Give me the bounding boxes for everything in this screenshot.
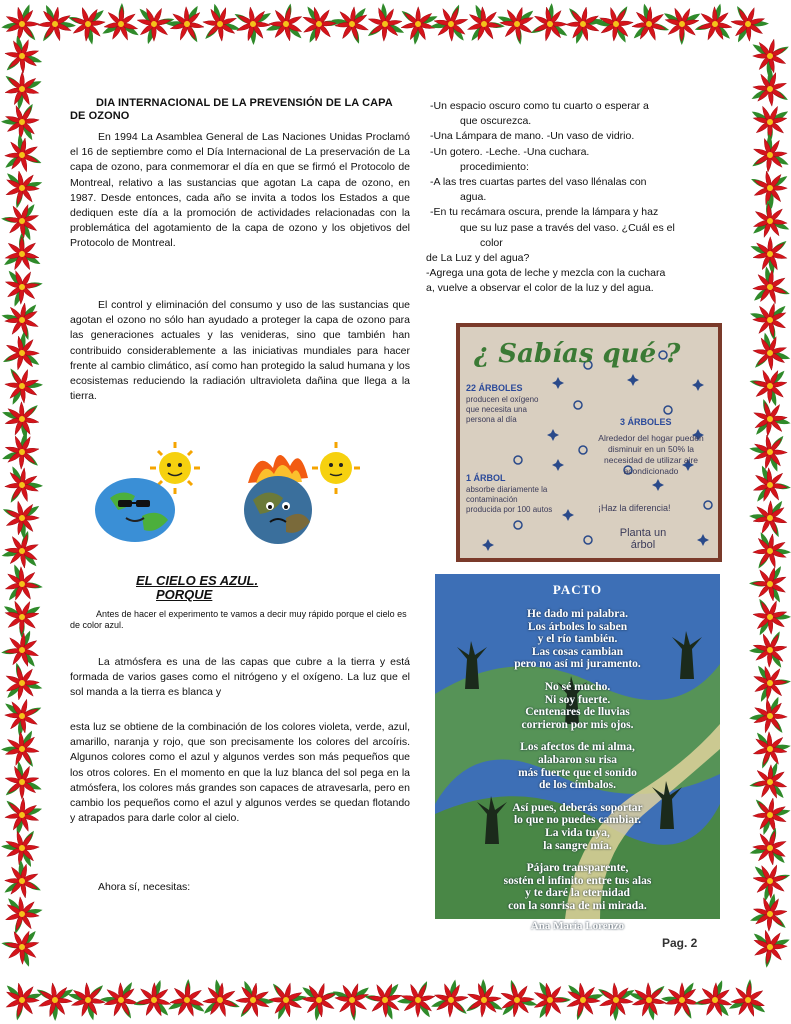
poinsettia-flower bbox=[0, 328, 47, 374]
poinsettia-flower bbox=[3, 366, 45, 408]
poinsettia-flower bbox=[0, 726, 42, 770]
poem-line: Los árboles lo saben bbox=[527, 620, 628, 633]
poem-line: Ni soy fuerte. bbox=[544, 693, 611, 706]
poinsettia-flower bbox=[0, 659, 48, 710]
poem-line: corrieron por mis ojos. bbox=[521, 718, 634, 731]
poinsettia-flower bbox=[97, 976, 142, 1021]
poinsettia-flower bbox=[455, 0, 509, 52]
poinsettia-flower bbox=[746, 525, 791, 573]
poem-line: Así pues, deberás soportar bbox=[512, 801, 643, 814]
poinsettia-flower bbox=[746, 891, 790, 935]
poem-line: pero no así mi juramento. bbox=[514, 658, 641, 671]
poinsettia-flower bbox=[743, 857, 791, 907]
poinsettia-flower bbox=[752, 795, 791, 836]
poinsettia-flower bbox=[728, 3, 771, 47]
poinsettia-flower bbox=[130, 973, 182, 1024]
poinsettia-flower bbox=[192, 974, 244, 1024]
poinsettia-flower bbox=[745, 556, 791, 610]
materials-line: de La Luz y del agua? bbox=[426, 252, 530, 265]
poinsettia-flower bbox=[2, 34, 43, 75]
poinsettia-flower bbox=[1, 67, 46, 113]
poinsettia-flower bbox=[528, 0, 575, 46]
materials-line: a, vuelve a observar el color de la luz y del agua. bbox=[426, 282, 654, 295]
article-heading: DIA INTERNACIONAL DE LA PREVENSIÓN DE LA CAPA DE OZONO bbox=[70, 97, 393, 122]
materials-line: -Una Lámpara de mano. -Un vaso de vidrio. bbox=[430, 130, 635, 143]
sky-paragraph-1: La atmósfera es una de las capas que cubre a la tierra y está formada de varios gases como el nitrógeno y el oxígeno. La luz que el sol manda a la tierra es blanca y bbox=[70, 656, 410, 699]
sabias-left-bottom-heading: 1 ÁRBOL bbox=[466, 473, 506, 483]
poinsettia-flower bbox=[425, 0, 477, 52]
poem-line: más fuerte que el sonido bbox=[518, 766, 637, 779]
poinsettia-flower bbox=[747, 396, 791, 446]
poem-stanza bbox=[435, 802, 720, 852]
materials-line: -Un espacio oscuro como tu cuarto o esperar a bbox=[430, 100, 649, 112]
poinsettia-flower bbox=[230, 975, 277, 1022]
poinsettia-flower bbox=[199, 1, 241, 43]
poem-line: y te daré la eternidad bbox=[525, 887, 630, 900]
sabias-right-bottom-2: Planta un árbol bbox=[619, 527, 667, 551]
poem-line: No sé mucho. bbox=[544, 680, 611, 693]
poinsettia-flower bbox=[745, 627, 791, 677]
sabias-que-poster bbox=[458, 325, 720, 560]
materials-line: agua. bbox=[460, 191, 487, 204]
materials-line: que su luz pase a través del vaso. ¿Cuál es el bbox=[460, 221, 675, 234]
sabias-left-bottom-text: absorbe diariamente la contaminación producida por 100 autos bbox=[466, 485, 553, 514]
sabias-right-bottom-1: ¡Haz la diferencia! bbox=[598, 503, 671, 513]
page-number: Pag. 2 bbox=[662, 936, 698, 950]
needs-line: Ahora sí, necesitas: bbox=[98, 881, 191, 893]
poem-line: Los afectos de mi alma, bbox=[520, 741, 635, 754]
sabias-left-top-text: producen el oxígeno que necesita una persona al día bbox=[466, 395, 539, 424]
article-paragraph-2: El control y eliminación del consumo y uso de las sustancias que agotan el ozono no sólo han ayudado a proteger la capa de ozono para las generaciones actuales y las venideras, sino que también han contribuido considerablemente a las iniciativas mundiales para hacer frente al cambio climático, así como han protegido la salud humana y los ecosistemas reduciendo la radiación ultravioleta dañina que llega a la tierra. bbox=[70, 299, 410, 403]
poinsettia-flower bbox=[621, 0, 674, 51]
materials-list bbox=[426, 99, 730, 297]
poinsettia-flower bbox=[721, 975, 775, 1024]
poinsettia-flower bbox=[32, 975, 81, 1024]
sabias-title: ¿ Sabías qué ? bbox=[474, 339, 681, 369]
poem-author: Ana María Lorenzo bbox=[530, 920, 625, 933]
poinsettia-flower bbox=[259, 0, 313, 53]
poinsettia-flower bbox=[392, 977, 443, 1024]
poinsettia-flower bbox=[745, 493, 791, 540]
poinsettia-flower bbox=[3, 761, 42, 799]
poinsettia-flower bbox=[750, 331, 791, 372]
materials-line: procedimiento: bbox=[460, 160, 529, 173]
poinsettia-flower bbox=[365, 2, 406, 43]
poinsettia-flower bbox=[750, 132, 791, 174]
burning-earth-illustration bbox=[228, 438, 368, 548]
poinsettia-flower bbox=[742, 93, 791, 147]
materials-line: -Agrega una gota de leche y mezcla con la cuchara bbox=[426, 267, 666, 280]
poem-line: La vida tuya, bbox=[545, 826, 610, 839]
poinsettia-flower bbox=[0, 694, 45, 741]
poinsettia-flower bbox=[1, 4, 39, 43]
sabias-right-mid-text: Alrededor del hogar pueden disminuir en un 50% la necesidad de utilizar aire acondicionado bbox=[598, 433, 704, 476]
poinsettia-flower bbox=[746, 35, 791, 81]
poinsettia-flower bbox=[0, 429, 42, 474]
materials-line: -A las tres cuartas partes del vaso llénalas con bbox=[430, 176, 647, 189]
poinsettia-flower bbox=[95, 0, 149, 53]
poinsettia-flower bbox=[748, 695, 788, 736]
poinsettia-flower bbox=[66, 981, 108, 1022]
poem-line: He dado mi palabra. bbox=[527, 608, 628, 620]
poinsettia-flower bbox=[0, 856, 45, 907]
poinsettia-flower bbox=[691, 0, 742, 48]
materials-line: color bbox=[480, 236, 503, 249]
poinsettia-flower bbox=[0, 229, 50, 283]
poinsettia-flower bbox=[161, 975, 215, 1024]
poinsettia-flower bbox=[744, 823, 791, 876]
poinsettia-flower bbox=[742, 261, 791, 314]
sky-paragraph-2: esta luz se obtiene de la combinación de los colores violeta, verde, azul, amarillo, naranja y rojo, que son precisamente los colores del arcoíris. Algunos colores como el azul y algunos verdes son más pequeños que los otros colores. En el momento en que la luz blanca del sol pega en la atmósfera, los colores más grandes son capaces de atravesarla, pero en cambio los pequeños como el azul y algunos verdes se quedan flotando y atrapados para darle color al cielo. bbox=[70, 721, 410, 825]
poinsettia-flower bbox=[464, 977, 507, 1019]
poem-title: PACTO bbox=[552, 582, 603, 597]
poinsettia-flower bbox=[628, 982, 669, 1022]
poem-line: la sangre mía. bbox=[543, 839, 612, 852]
poinsettia-flower bbox=[163, 0, 207, 45]
poinsettia-flower bbox=[654, 0, 708, 49]
pacto-poem-card bbox=[435, 574, 720, 933]
poem-text-block bbox=[435, 574, 720, 932]
poinsettia-flower bbox=[493, 976, 543, 1024]
poinsettia-flower bbox=[0, 129, 46, 181]
poem-line: de los címbalos. bbox=[539, 779, 616, 792]
poinsettia-flower bbox=[0, 920, 51, 974]
poem-stanza bbox=[435, 608, 720, 671]
poinsettia-flower bbox=[0, 623, 50, 676]
poem-stanza bbox=[435, 681, 720, 731]
sabias-left-top-heading: 22 ÁRBOLES bbox=[466, 383, 523, 393]
poem-line: sostén el infinito entre tus alas bbox=[503, 874, 652, 887]
materials-line: -Un gotero. -Leche. -Una cuchara. bbox=[430, 145, 590, 158]
poem-line: lo que no puedes cambiar. bbox=[513, 814, 642, 827]
poem-line: Pájaro transparente, bbox=[526, 862, 629, 875]
poinsettia-flower bbox=[2, 794, 45, 838]
poinsettia-flower bbox=[745, 196, 791, 249]
materials-line: que oscurezca. bbox=[460, 115, 532, 128]
sky-section-title: EL CIELO ES AZUL. PORQUE bbox=[136, 573, 259, 602]
poinsettia-flower bbox=[32, 0, 80, 46]
poinsettia-flower bbox=[745, 359, 791, 413]
poinsettia-flower bbox=[745, 755, 791, 807]
poinsettia-flower bbox=[658, 976, 704, 1022]
poinsettia-flower bbox=[750, 596, 791, 640]
poem-line: alabaron su risa bbox=[537, 753, 618, 766]
poem-line: Centenares de lluvias bbox=[525, 706, 630, 719]
poinsettia-flower bbox=[0, 193, 51, 247]
poinsettia-flower bbox=[0, 971, 49, 1024]
poinsettia-flower bbox=[294, 978, 342, 1024]
poinsettia-flower bbox=[690, 973, 742, 1024]
poinsettia-flower bbox=[268, 981, 307, 1020]
earth-with-sunglasses-illustration bbox=[80, 438, 210, 548]
poinsettia-flower bbox=[427, 977, 471, 1021]
sky-intro: Antes de hacer el experimento te vamos a decir muy rápido porque el cielo es de color azul. bbox=[70, 609, 407, 630]
poinsettia-flower bbox=[565, 5, 604, 45]
poem-stanza bbox=[435, 741, 720, 791]
poem-line: con la sonrisa de mi mirada. bbox=[508, 899, 647, 912]
poinsettia-flower bbox=[0, 459, 47, 507]
poem-line: y el río también. bbox=[537, 633, 618, 646]
poem-line: Las cosas cambian bbox=[531, 645, 624, 658]
poinsettia-flower bbox=[594, 976, 642, 1024]
poem-stanza bbox=[435, 862, 720, 912]
article-paragraph-1: En 1994 La Asamblea General de Las Naciones Unidas Proclamó el 16 de septiembre como el Día Internacional de La preservación de La capa de ozono, para conmemorar el día en que se firmó el Protocolo de Montreal, relativo a las sustancias que agotan La capa de ozono, en 1987. Desde entonces, cada año se invita a todos los Estados a que dediquen este día a la promoción de actividades relacionadas con la problemática del agotamiento de la capa de ozono y los objetivos del Protocolo de Montreal. bbox=[70, 131, 410, 250]
materials-line: -En tu recámara oscura, prende la lámpara y haz bbox=[430, 206, 659, 219]
poinsettia-flower bbox=[749, 236, 788, 275]
poinsettia-flower bbox=[1, 401, 41, 440]
sabias-right-top-heading: 3 ÁRBOLES bbox=[620, 417, 672, 427]
